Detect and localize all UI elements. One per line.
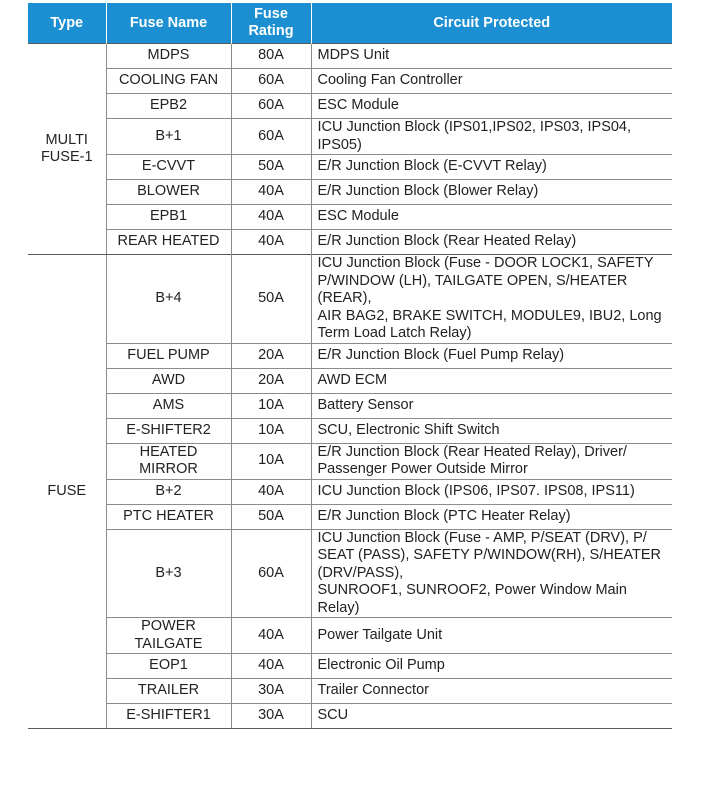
fuse-rating: 60A: [231, 119, 311, 155]
fuse-name: AWD: [151, 371, 186, 388]
fuse-name-cell: [106, 230, 231, 255]
table-body: [28, 44, 672, 729]
fuse-name: BLOWER: [137, 183, 200, 200]
circuit-protected-cell: [311, 180, 672, 205]
type-label: MULTI: [45, 131, 88, 148]
circuit-text: (REAR),: [317, 290, 372, 306]
fuse-name-cell: [106, 393, 231, 418]
fuse-name: EPB2: [149, 97, 188, 114]
fuse-name-cell: [106, 529, 231, 618]
table-row: [28, 443, 672, 479]
table-row: [28, 205, 672, 230]
fuse-name-cell: [106, 44, 231, 69]
header-fuse-rating-line1: Fuse: [254, 6, 288, 22]
fuse-rating: 80A: [231, 44, 311, 69]
fuse-name: B+1: [155, 127, 182, 144]
circuit-protected-cell: [311, 654, 672, 679]
circuit-text: ICU Junction Block (Fuse - DOOR LOCK1, SAFETY: [317, 255, 654, 271]
header-fuse-name: Fuse Name: [106, 3, 231, 44]
fuse-rating: 40A: [231, 205, 311, 230]
fuse-name-cell: [106, 69, 231, 94]
fuse-rating: 40A: [231, 230, 311, 255]
circuit-text: E/R Junction Block (E-CVVT Relay): [317, 158, 547, 175]
fuse-rating: 50A: [231, 155, 311, 180]
table-header: [28, 3, 672, 44]
circuit-protected-cell: [311, 255, 672, 344]
fuse-name: MDPS: [147, 47, 190, 64]
circuit-protected-cell: [311, 393, 672, 418]
fuse-rating: 10A: [231, 418, 311, 443]
fuse-name: HEATED: [139, 443, 198, 460]
fuse-name-cell: [106, 368, 231, 393]
circuit-text: Battery Sensor: [317, 396, 414, 413]
table-row: [28, 69, 672, 94]
table-row: [28, 679, 672, 704]
circuit-text: E/R Junction Block (Fuel Pump Relay): [317, 346, 565, 363]
fuse-name-cell: [106, 679, 231, 704]
circuit-text: (DRV/PASS),: [317, 564, 404, 581]
fuse-rating: 40A: [231, 618, 311, 654]
table-row: [28, 230, 672, 255]
circuit-protected-cell: [311, 155, 672, 180]
fuse-rating: 30A: [231, 679, 311, 704]
type-label: FUSE: [47, 482, 87, 499]
circuit-text: Electronic Oil Pump: [317, 657, 445, 674]
fuse-rating: 60A: [231, 94, 311, 119]
fuse-rating: 10A: [231, 393, 311, 418]
fuse-name-cell: [106, 418, 231, 443]
fuse-name: FUEL PUMP: [127, 346, 210, 363]
fuse-name-cell: [106, 155, 231, 180]
fuse-name-cell: [106, 205, 231, 230]
circuit-text: E/R Junction Block (Rear Heated Relay), Driver/: [317, 443, 627, 460]
circuit-protected-cell: [311, 704, 672, 729]
circuit-protected-cell: [311, 205, 672, 230]
fuse-name: COOLING FAN: [118, 72, 219, 89]
table-row: [28, 44, 672, 69]
fuse-name-cell: [106, 704, 231, 729]
fuse-rating: 40A: [231, 479, 311, 504]
circuit-protected-cell: [311, 679, 672, 704]
circuit-protected-cell: [311, 119, 672, 155]
type-cell: [28, 255, 106, 729]
table-row: [28, 119, 672, 155]
circuit-text: MDPS Unit: [317, 47, 390, 64]
fuse-name: B+3: [155, 564, 182, 581]
fuse-name-cell: [106, 479, 231, 504]
fuse-name-cell: [106, 504, 231, 529]
type-label: FUSE-1: [40, 149, 93, 165]
table-row: [28, 180, 672, 205]
fuse-name: MIRROR: [139, 461, 198, 477]
fuse-name: B+4: [155, 290, 182, 306]
table-row: [28, 504, 672, 529]
fuse-name: E-SHIFTER2: [126, 421, 211, 438]
table-row: [28, 704, 672, 729]
table-row: [28, 618, 672, 654]
fuse-name: POWER: [141, 618, 196, 634]
header-circuit-protected: Circuit Protected: [311, 3, 672, 44]
fuse-name: B+2: [155, 482, 182, 499]
circuit-text: Passenger Power Outside Mirror: [317, 461, 528, 477]
fuse-rating: 20A: [231, 368, 311, 393]
circuit-protected-cell: [311, 418, 672, 443]
fuse-rating: 20A: [231, 343, 311, 368]
fuse-name-cell: [106, 255, 231, 344]
table-row: [28, 529, 672, 618]
fuse-rating: 10A: [231, 443, 311, 479]
fuse-name: TAILGATE: [134, 635, 203, 652]
circuit-protected-cell: [311, 443, 672, 479]
circuit-text: ICU Junction Block (IPS01,IPS02, IPS03, IPS04,: [317, 119, 632, 135]
fuse-rating: 60A: [231, 529, 311, 618]
circuit-text: SEAT (PASS), SAFETY P/WINDOW(RH), S/HEATER: [317, 547, 661, 563]
circuit-text: ESC Module: [317, 208, 399, 225]
circuit-text: AWD ECM: [317, 371, 388, 388]
circuit-text: Power Tailgate Unit: [317, 626, 443, 643]
fuse-name-cell: [106, 180, 231, 205]
circuit-text: P/WINDOW (LH), TAILGATE OPEN, S/HEATER: [317, 272, 628, 289]
fuse-name-cell: [106, 443, 231, 479]
fuse-name-cell: [106, 119, 231, 155]
header-type: Type: [28, 3, 106, 44]
fuse-name-cell: [106, 618, 231, 654]
fuse-table: [28, 3, 672, 729]
circuit-text: Relay): [317, 599, 360, 616]
circuit-text: ICU Junction Block (IPS06, IPS07. IPS08, IPS11): [317, 482, 635, 499]
fuse-name: EPB1: [149, 208, 188, 225]
fuse-name: EOP1: [149, 657, 188, 674]
circuit-protected-cell: [311, 479, 672, 504]
fuse-name: TRAILER: [137, 682, 200, 699]
circuit-text: IPS05): [317, 136, 362, 153]
circuit-protected-cell: [311, 44, 672, 69]
circuit-text: E/R Junction Block (PTC Heater Relay): [317, 507, 571, 524]
table-row: [28, 94, 672, 119]
fuse-name-cell: [106, 343, 231, 368]
circuit-protected-cell: [311, 504, 672, 529]
circuit-protected-cell: [311, 94, 672, 119]
circuit-text: ICU Junction Block (Fuse - AMP, P/SEAT (DRV), P/: [317, 529, 647, 546]
fuse-rating: 40A: [231, 180, 311, 205]
circuit-text: Trailer Connector: [317, 682, 429, 699]
circuit-protected-cell: [311, 343, 672, 368]
table-row: [28, 393, 672, 418]
circuit-text: Cooling Fan Controller: [317, 72, 463, 89]
fuse-rating: 60A: [231, 69, 311, 94]
circuit-protected-cell: [311, 368, 672, 393]
fuse-name-cell: [106, 654, 231, 679]
fuse-rating: 50A: [231, 504, 311, 529]
table-row: [28, 368, 672, 393]
table-row: [28, 654, 672, 679]
table-row: [28, 155, 672, 180]
header-fuse-rating-line2: Rating: [248, 23, 294, 39]
circuit-protected-cell: [311, 618, 672, 654]
circuit-text: SCU, Electronic Shift Switch: [317, 421, 500, 438]
fuse-rating: 40A: [231, 654, 311, 679]
circuit-text: AIR BAG2, BRAKE SWITCH, MODULE9, IBU2, Long: [317, 307, 662, 324]
header-row: [28, 3, 672, 44]
table-row: [28, 418, 672, 443]
type-cell: [28, 44, 106, 255]
header-fuse-rating: [231, 3, 311, 44]
circuit-protected-cell: [311, 529, 672, 618]
circuit-text: E/R Junction Block (Blower Relay): [317, 183, 539, 200]
circuit-text: ESC Module: [317, 97, 399, 114]
circuit-protected-cell: [311, 69, 672, 94]
fuse-name: REAR HEATED: [117, 233, 220, 250]
fuse-rating: 30A: [231, 704, 311, 729]
circuit-text: SCU: [317, 707, 349, 724]
fuse-name: PTC HEATER: [123, 507, 214, 524]
table-row: [28, 255, 672, 344]
circuit-text: E/R Junction Block (Rear Heated Relay): [317, 233, 577, 250]
circuit-text: SUNROOF1, SUNROOF2, Power Window Main: [317, 582, 627, 598]
fuse-name-cell: [106, 94, 231, 119]
fuse-rating: 50A: [231, 255, 311, 344]
circuit-protected-cell: [311, 230, 672, 255]
table-row: [28, 479, 672, 504]
table-row: [28, 343, 672, 368]
fuse-name: E-SHIFTER1: [126, 707, 211, 724]
fuse-name: AMS: [152, 396, 185, 413]
circuit-text: Term Load Latch Relay): [317, 325, 472, 341]
fuse-name: E-CVVT: [141, 158, 196, 175]
